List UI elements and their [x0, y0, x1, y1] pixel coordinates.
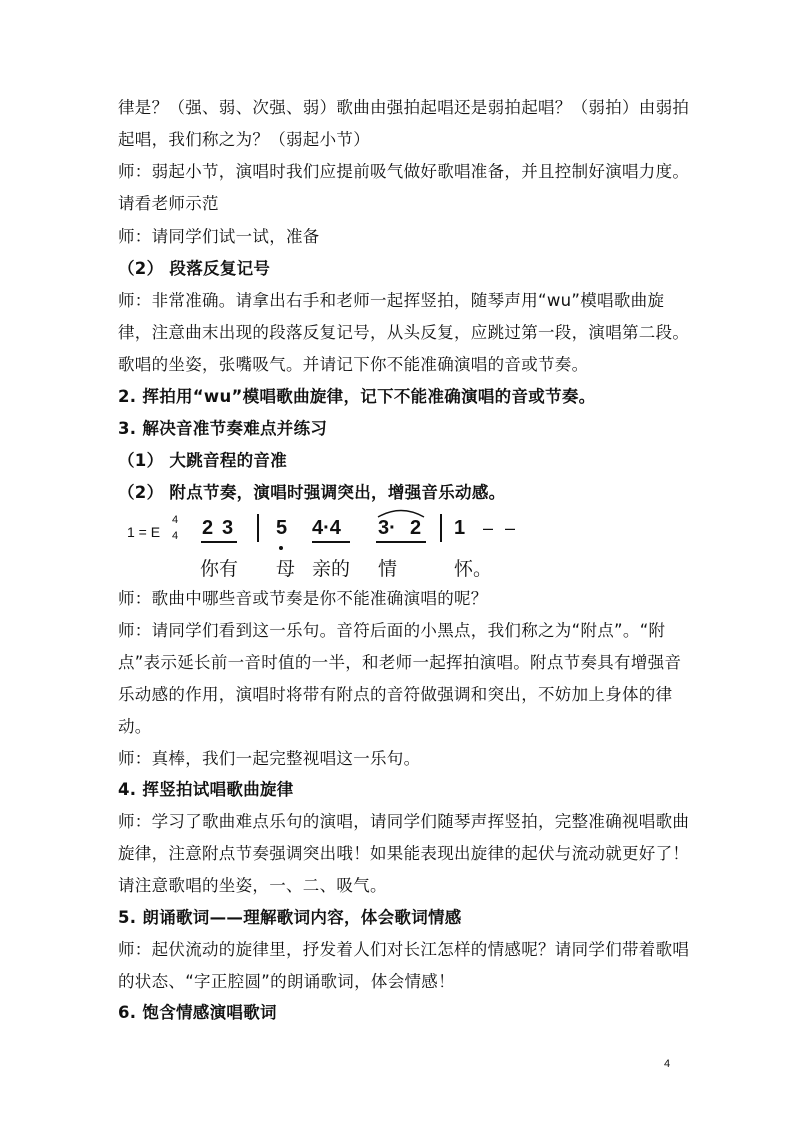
time-signature-top: 4: [172, 514, 179, 526]
text-line: 师：请同学们看到这一乐句。音符后面的小黑点，我们称之为“附点”。“附: [118, 621, 666, 640]
text-line: 请注意歌唱的坐姿，一、二、吸气。: [118, 876, 387, 895]
text-line: 歌唱的坐姿，张嘴吸气。并请记下你不能准确演唱的音或节奏。: [118, 355, 589, 374]
note-dotted: 4·4: [312, 517, 341, 539]
section-heading: 6. 饱含情感演唱歌词: [118, 1003, 277, 1022]
note: 2: [410, 517, 422, 539]
text-line: 的状态、“字正腔圆”的朗诵歌词，体会情感！: [118, 972, 455, 991]
music-notation: [118, 506, 538, 586]
text-line: 乐动感的作用，演唱时将带有附点的音符做强调和突出，不妨加上身体的律: [118, 685, 673, 704]
section-heading: 5. 朗诵歌词——理解歌词内容，体会歌词情感: [118, 908, 462, 927]
subheading: （2） 段落反复记号: [118, 259, 271, 278]
text-line: 师：非常准确。请拿出右手和老师一起挥竖拍，随琴声用“wu”模唱歌曲旋: [118, 291, 665, 310]
text-line: 旋律，注意附点节奏强调突出哦！如果能表现出旋律的起伏与流动就更好了！: [118, 844, 690, 863]
text-line: 师：真棒，我们一起完整视唱这一乐句。: [118, 749, 421, 768]
text-line: 师：请同学们试一试，准备: [118, 227, 320, 246]
text-line: 请看老师示范: [118, 194, 219, 213]
section-heading: 3. 解决音准节奏难点并练习: [118, 419, 328, 438]
low-octave-dot: [279, 546, 283, 550]
lyric: 母: [276, 558, 296, 580]
text-line: 点”表示延长前一音时值的一半，和老师一起挥拍演唱。附点节奏具有增强音: [118, 653, 682, 672]
dash: –: [505, 518, 516, 538]
dash: –: [483, 518, 494, 538]
text-line: 师：歌曲中哪些音或节奏是你不能准确演唱的呢？: [118, 589, 488, 608]
key-signature: 1 = E: [127, 524, 161, 540]
lyric: 你有: [200, 558, 239, 580]
note: 3: [222, 517, 234, 539]
text-line: 师：学习了歌曲难点乐句的演唱，请同学们随琴声挥竖拍，完整准确视唱歌曲: [118, 812, 690, 831]
text-line: 律，注意曲末出现的段落反复记号，从头反复，应跳过第一段，演唱第二段。: [118, 323, 690, 342]
page-number: 4: [664, 1058, 671, 1070]
section-heading: 4. 挥竖拍试唱歌曲旋律: [118, 780, 294, 799]
lyric: 情: [378, 558, 398, 580]
eighth-underline: [312, 541, 350, 543]
lyric: 亲的: [312, 558, 351, 580]
note: 2: [202, 517, 214, 539]
subheading: （2） 附点节奏，演唱时强调突出，增强音乐动感。: [118, 483, 506, 502]
time-signature-bottom: 4: [172, 530, 179, 542]
bar-line: [440, 514, 442, 542]
text-line: 师：弱起小节，演唱时我们应提前吸气做好歌唱准备，并且控制好演唱力度。: [118, 162, 690, 181]
subheading: （1） 大跳音程的音准: [118, 451, 288, 470]
note-dotted: 3·: [378, 517, 396, 539]
text-line: 起唱，我们称之为？（弱起小节）: [118, 130, 370, 149]
note: 5: [276, 517, 288, 539]
eighth-underline: [201, 541, 237, 543]
note: 1: [454, 517, 466, 539]
eighth-underline: [376, 541, 426, 543]
bar-line: [257, 514, 259, 542]
lyric: 怀。: [454, 558, 493, 580]
text-line: 师：起伏流动的旋律里，抒发着人们对长江怎样的情感呢？请同学们带着歌唱: [118, 940, 690, 959]
text-line: 动。: [118, 717, 152, 736]
text-line: 律是？（强、弱、次强、弱）歌曲由强拍起唱还是弱拍起唱？（弱拍）由弱拍: [118, 98, 690, 117]
section-heading: 2. 挥拍用“wu”模唱歌曲旋律，记下不能准确演唱的音或节奏。: [118, 387, 596, 406]
